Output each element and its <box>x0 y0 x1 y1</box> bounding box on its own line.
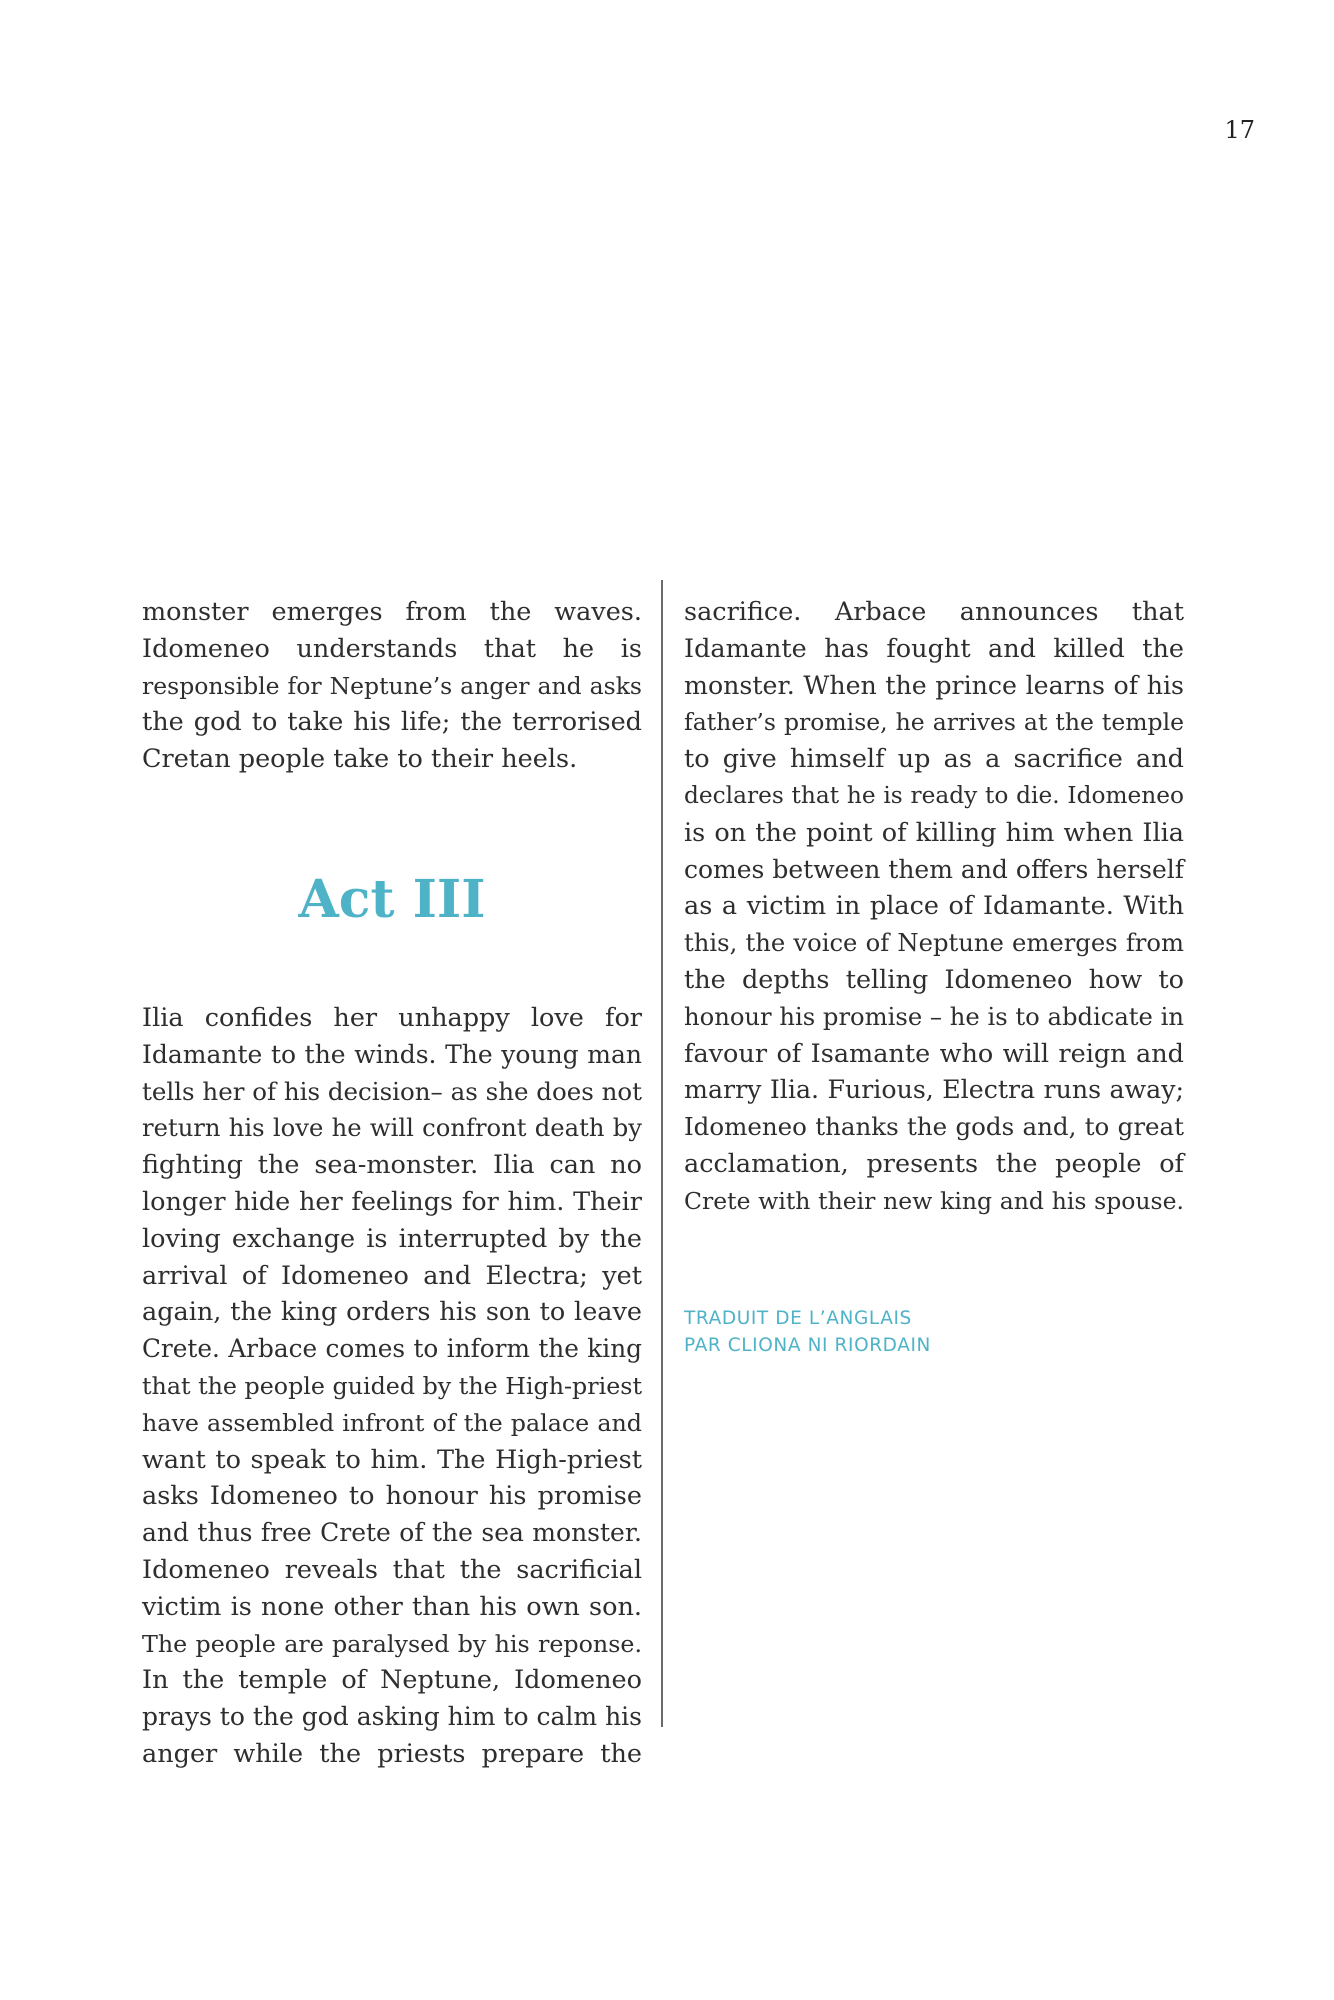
text-line: that the people guided by the High-priest <box>142 1371 642 1400</box>
text-line: arrival of Idomeneo and Electra; yet <box>142 1260 642 1291</box>
text-line: loving exchange is interrupted by the <box>142 1223 642 1254</box>
text-line: and thus free Crete of the sea monster. <box>142 1518 642 1548</box>
text-line: to give himself up as a sacrifice and <box>684 744 1184 775</box>
text-line: Ilia confides her unhappy love for <box>142 1002 642 1033</box>
text-line: victim is none other than his own son. <box>142 1591 642 1622</box>
act-heading: Act III <box>298 868 486 930</box>
text-line: responsible for Neptune’s anger and asks <box>142 671 642 700</box>
text-line: sacrifice. Arbace announces that <box>684 597 1184 627</box>
translator-line: PAR CLIONA NI RIORDAIN <box>684 1334 931 1356</box>
text-line: this, the voice of Neptune emerges from <box>684 928 1184 958</box>
translator-credit <box>684 1305 1184 1359</box>
text-line: honour his promise – he is to abdicate in <box>684 1001 1184 1031</box>
page-number: 17 <box>1224 116 1255 144</box>
intro-paragraph <box>142 594 642 778</box>
text-line: tells her of his decision– as she does not <box>142 1076 642 1106</box>
text-line: Cretan people take to their heels. <box>142 744 578 775</box>
text-line: is on the point of killing him when Ilia <box>684 817 1184 848</box>
text-line: Idomeneo understands that he is <box>142 633 642 664</box>
right-column <box>684 594 1184 1359</box>
text-line: In the temple of Neptune, Idomeneo <box>142 1665 642 1696</box>
text-line: asks Idomeneo to honour his promise <box>142 1481 642 1512</box>
column-divider <box>661 580 663 1727</box>
text-line: fighting the sea-monster. Ilia can no <box>142 1150 642 1181</box>
text-line: monster emerges from the waves. <box>142 597 642 627</box>
text-line: Crete. Arbace comes to inform the king <box>142 1334 642 1364</box>
text-line: have assembled infront of the palace and <box>142 1408 642 1437</box>
text-line: Crete with their new king and his spouse. <box>684 1186 1184 1215</box>
text-line: again, the king orders his son to leave <box>142 1297 642 1328</box>
text-line: monster. When the prince learns of his <box>684 670 1184 700</box>
text-line: Idomeneo thanks the gods and, to great <box>684 1112 1184 1142</box>
text-line: comes between them and offers herself <box>684 854 1184 884</box>
text-line: Idamante to the winds. The young man <box>142 1039 642 1069</box>
text-line: father’s promise, he arrives at the temple <box>684 708 1184 737</box>
translator-line: TRADUIT DE L’ANGLAIS <box>684 1307 912 1329</box>
text-line: longer hide her feelings for him. Their <box>142 1186 642 1217</box>
text-line: the depths telling Idomeneo how to <box>684 964 1184 995</box>
text-line: Idamante has fought and killed the <box>684 633 1184 664</box>
text-line: Idomeneo reveals that the sacrificial <box>142 1554 642 1585</box>
text-line: declares that he is ready to die. Idomeneo <box>684 781 1184 809</box>
text-line: as a victim in place of Idamante. With <box>684 891 1184 922</box>
left-column <box>142 594 642 1773</box>
act-paragraph-continued <box>684 594 1184 1220</box>
text-line: marry Ilia. Furious, Electra runs away; <box>684 1075 1184 1105</box>
act-paragraph <box>142 1000 642 1773</box>
text-line: the god to take his life; the terrorised <box>142 707 642 738</box>
text-line: acclamation, presents the people of <box>684 1148 1184 1179</box>
text-line: return his love he will confront death by <box>142 1113 642 1143</box>
text-line: anger while the priests prepare the <box>142 1738 642 1769</box>
text-line: prays to the god asking him to calm his <box>142 1702 642 1732</box>
text-line: favour of Isamante who will reign and <box>684 1038 1184 1069</box>
text-line: The people are paralysed by his reponse. <box>142 1629 642 1658</box>
text-line: want to speak to him. The High-priest <box>142 1444 642 1475</box>
